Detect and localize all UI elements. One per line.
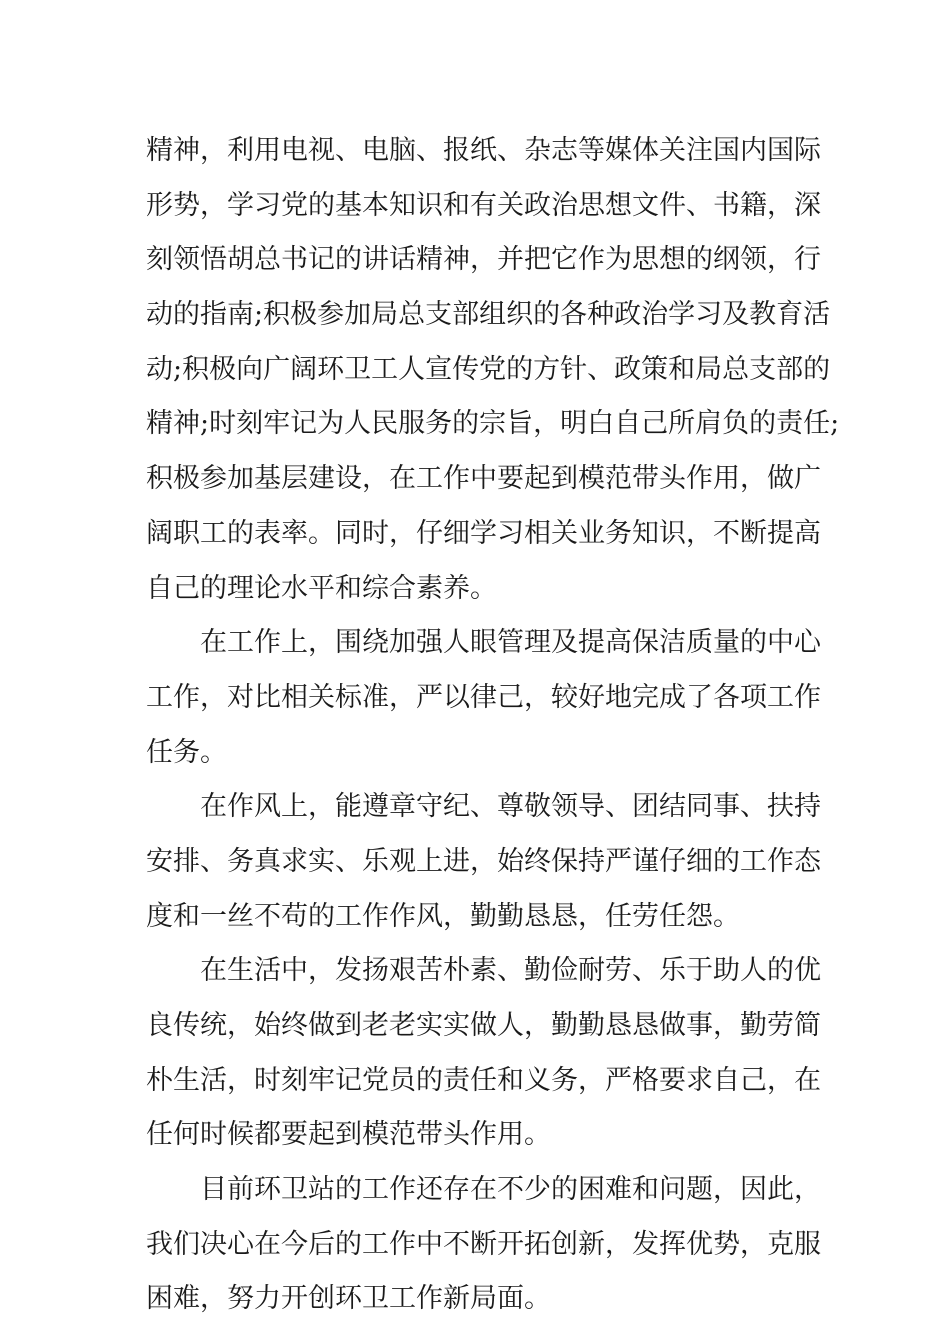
text-line: 度和一丝不苟的工作作风，勤勤恳恳，任劳任怨。 [146, 900, 740, 932]
paragraph [146, 944, 826, 1163]
text-line: 任务。 [146, 736, 227, 768]
text-line: 我们决心在今后的工作中不断开拓创新，发挥优势，克服 [146, 1228, 821, 1260]
text-line: 在工作上，围绕加强人眼管理及提高保洁质量的中心 [200, 627, 821, 659]
text-line: 积极参加基层建设，在工作中要起到模范带头作用，做广 [146, 463, 821, 495]
document-body [146, 124, 840, 1327]
text-line: 精神;时刻牢记为人民服务的宗旨，明白自己所肩负的责任; [146, 408, 840, 440]
text-line: 安排、务真求实、乐观上进，始终保持严谨仔细的工作态 [146, 845, 821, 877]
text-line: 阔职工的表率。同时，仔细学习相关业务知识，不断提高 [146, 517, 821, 549]
text-line: 自己的理论水平和综合素养。 [146, 572, 497, 604]
text-line: 在作风上，能遵章守纪、尊敬领导、团结同事、扶持 [200, 791, 821, 823]
text-line: 刻领悟胡总书记的讲话精神，并把它作为思想的纲领，行 [146, 244, 821, 276]
text-line: 目前环卫站的工作还存在不少的困难和问题，因此， [200, 1174, 821, 1206]
text-line: 形势，学习党的基本知识和有关政治思想文件、书籍，深 [146, 189, 821, 221]
text-line: 朴生活，时刻牢记党员的责任和义务，严格要求自己，在 [146, 1064, 821, 1096]
paragraph [146, 124, 840, 616]
text-line: 工作，对比相关标准，严以律己，较好地完成了各项工作 [146, 681, 821, 713]
text-line: 动的指南;积极参加局总支部组织的各种政治学习及教育活 [146, 299, 831, 331]
text-line: 任何时候都要起到模范带头作用。 [146, 1119, 551, 1151]
text-line: 精神，利用电视、电脑、报纸、杂志等媒体关注国内国际 [146, 135, 821, 166]
text-line: 困难，努力开创环卫工作新局面。 [146, 1283, 551, 1315]
paragraph [146, 780, 826, 944]
paragraph [146, 1163, 826, 1327]
text-line: 在生活中，发扬艰苦朴素、勤俭耐劳、乐于助人的优 [200, 955, 821, 987]
paragraph [146, 616, 826, 780]
text-line: 动;积极向广阔环卫工人宣传党的方针、政策和局总支部的 [146, 353, 831, 385]
text-line: 良传统，始终做到老老实实做人，勤勤恳恳做事，勤劳简 [146, 1010, 821, 1041]
